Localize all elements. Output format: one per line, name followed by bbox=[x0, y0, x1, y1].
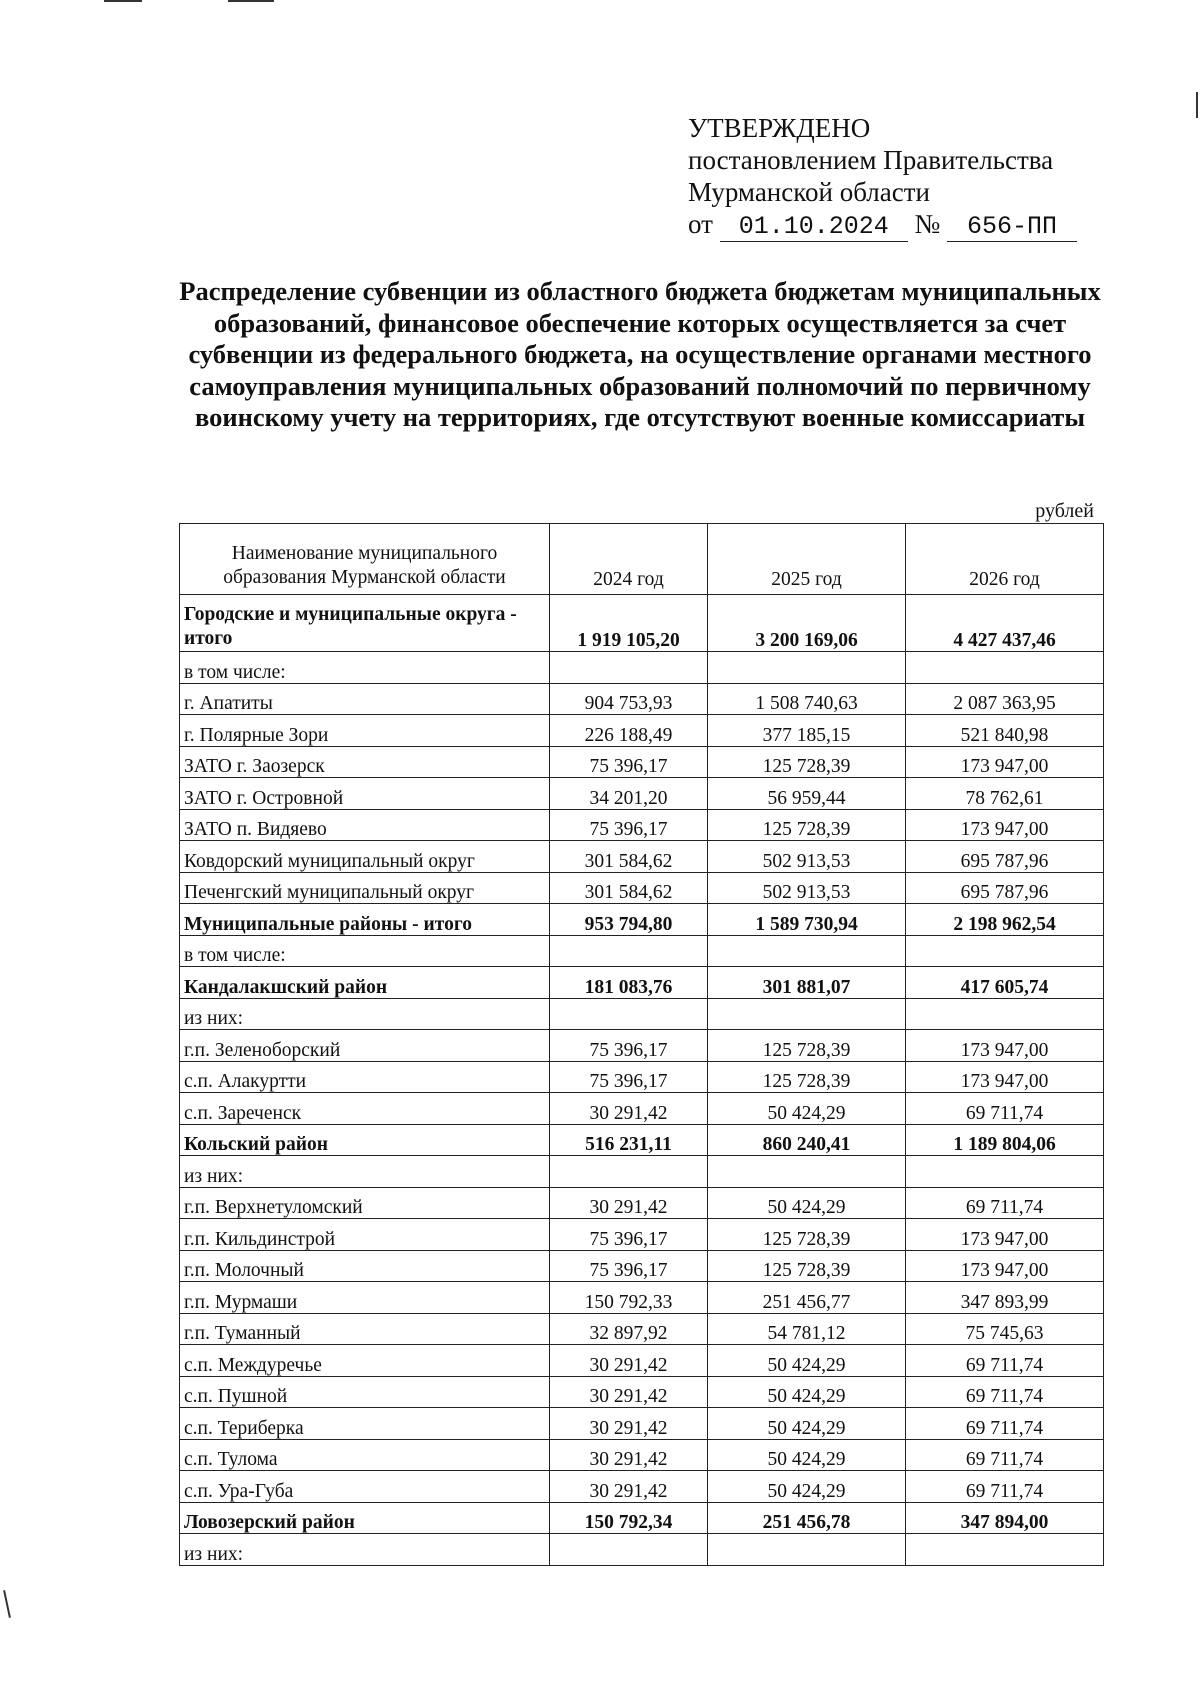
table-row bbox=[180, 1439, 1104, 1471]
cell-municipality-name: с.п. Тулома bbox=[180, 1439, 550, 1471]
table-row bbox=[180, 872, 1104, 904]
cell-municipality-name: г.п. Мурмаши bbox=[180, 1282, 550, 1314]
cell-value-2025 bbox=[708, 998, 906, 1030]
cell-value-2025: 502 913,53 bbox=[708, 872, 906, 904]
table-body bbox=[180, 595, 1104, 1566]
cell-municipality-name: ЗАТО г. Заозерск bbox=[180, 746, 550, 778]
table-row bbox=[180, 1408, 1104, 1440]
cell-value-2025: 50 424,29 bbox=[708, 1439, 906, 1471]
cell-municipality-name: с.п. Ура-Губа bbox=[180, 1471, 550, 1503]
cell-value-2026: 695 787,96 bbox=[906, 841, 1104, 873]
cell-value-2026: 173 947,00 bbox=[906, 1030, 1104, 1062]
cell-municipality-name: в том числе: bbox=[180, 935, 550, 967]
cell-value-2026: 78 762,61 bbox=[906, 778, 1104, 810]
header-year-2024: 2024 год bbox=[550, 524, 708, 595]
cell-municipality-name: с.п. Пушной bbox=[180, 1376, 550, 1408]
table-row bbox=[180, 1471, 1104, 1503]
cell-value-2024 bbox=[550, 652, 708, 684]
cell-value-2024: 75 396,17 bbox=[550, 1219, 708, 1251]
table-row bbox=[180, 1093, 1104, 1125]
table-row bbox=[180, 746, 1104, 778]
table-row bbox=[180, 1156, 1104, 1188]
table-row bbox=[180, 1376, 1104, 1408]
cell-value-2026: 173 947,00 bbox=[906, 1061, 1104, 1093]
table-row bbox=[180, 1534, 1104, 1566]
cell-value-2025: 3 200 169,06 bbox=[708, 595, 906, 652]
cell-municipality-name: из них: bbox=[180, 1534, 550, 1566]
cell-value-2025 bbox=[708, 652, 906, 684]
cell-value-2024: 904 753,93 bbox=[550, 683, 708, 715]
cell-value-2025: 50 424,29 bbox=[708, 1471, 906, 1503]
cell-value-2025: 125 728,39 bbox=[708, 1250, 906, 1282]
cell-value-2025: 125 728,39 bbox=[708, 1030, 906, 1062]
cell-value-2026 bbox=[906, 998, 1104, 1030]
cell-value-2026 bbox=[906, 1156, 1104, 1188]
cell-value-2025: 301 881,07 bbox=[708, 967, 906, 999]
cell-value-2026: 69 711,74 bbox=[906, 1439, 1104, 1471]
table-row bbox=[180, 1250, 1104, 1282]
cell-value-2025: 50 424,29 bbox=[708, 1093, 906, 1125]
table-row bbox=[180, 715, 1104, 747]
cell-municipality-name: ЗАТО г. Островной bbox=[180, 778, 550, 810]
table-row bbox=[180, 1061, 1104, 1093]
cell-municipality-name: в том числе: bbox=[180, 652, 550, 684]
cell-value-2026: 69 711,74 bbox=[906, 1345, 1104, 1377]
cell-value-2026: 347 893,99 bbox=[906, 1282, 1104, 1314]
cell-value-2024: 181 083,76 bbox=[550, 967, 708, 999]
cell-municipality-name: г.п. Кильдинстрой bbox=[180, 1219, 550, 1251]
cell-municipality-name: Городские и муниципальные округа - итого bbox=[180, 595, 550, 652]
cell-value-2025: 377 185,15 bbox=[708, 715, 906, 747]
cell-municipality-name: с.п. Зареченск bbox=[180, 1093, 550, 1125]
cell-municipality-name: с.п. Алакуртти bbox=[180, 1061, 550, 1093]
cell-value-2024: 30 291,42 bbox=[550, 1093, 708, 1125]
cell-value-2024: 953 794,80 bbox=[550, 904, 708, 936]
cell-municipality-name: из них: bbox=[180, 998, 550, 1030]
cell-value-2026: 173 947,00 bbox=[906, 1219, 1104, 1251]
cell-value-2025: 50 424,29 bbox=[708, 1187, 906, 1219]
cell-value-2025: 125 728,39 bbox=[708, 746, 906, 778]
cell-value-2025 bbox=[708, 1156, 906, 1188]
approval-line-decree: постановлением Правительства bbox=[688, 145, 1054, 175]
cell-municipality-name: Муниципальные районы - итого bbox=[180, 904, 550, 936]
cell-municipality-name: г.п. Зеленоборский bbox=[180, 1030, 550, 1062]
cell-value-2026: 173 947,00 bbox=[906, 746, 1104, 778]
cell-value-2024: 226 188,49 bbox=[550, 715, 708, 747]
cell-municipality-name: г.п. Верхнетуломский bbox=[180, 1187, 550, 1219]
cell-municipality-name: г. Апатиты bbox=[180, 683, 550, 715]
cell-value-2024 bbox=[550, 1156, 708, 1188]
header-year-2026: 2026 год bbox=[906, 524, 1104, 595]
cell-value-2026: 75 745,63 bbox=[906, 1313, 1104, 1345]
cell-value-2024: 30 291,42 bbox=[550, 1439, 708, 1471]
cell-municipality-name: Ковдорский муниципальный округ bbox=[180, 841, 550, 873]
table-row bbox=[180, 998, 1104, 1030]
decree-number: 656-ПП bbox=[947, 213, 1077, 242]
table-row bbox=[180, 778, 1104, 810]
cell-value-2024: 75 396,17 bbox=[550, 746, 708, 778]
cell-value-2025 bbox=[708, 1534, 906, 1566]
cell-value-2026: 69 711,74 bbox=[906, 1187, 1104, 1219]
cell-value-2025: 251 456,78 bbox=[708, 1502, 906, 1534]
cell-value-2025: 1 589 730,94 bbox=[708, 904, 906, 936]
cell-value-2024 bbox=[550, 935, 708, 967]
cell-municipality-name: г.п. Туманный bbox=[180, 1313, 550, 1345]
cell-municipality-name: Ловозерский район bbox=[180, 1502, 550, 1534]
cell-value-2024: 30 291,42 bbox=[550, 1471, 708, 1503]
cell-value-2026: 347 894,00 bbox=[906, 1502, 1104, 1534]
cell-value-2026: 173 947,00 bbox=[906, 1250, 1104, 1282]
cell-value-2026: 69 711,74 bbox=[906, 1376, 1104, 1408]
document-title: Распределение субвенции из областного бюджета бюджетам муниципальных образований, финансовое обеспечение которых осуществляется за счет субвенции из федерального бюджета, на осуществление органами местного самоуправления муниципальных образований полномочий по первичному воинскому учету на территориях, где отсутствуют военные комиссариаты bbox=[179, 276, 1101, 432]
cell-value-2026 bbox=[906, 935, 1104, 967]
cell-value-2024: 150 792,34 bbox=[550, 1502, 708, 1534]
cell-municipality-name: Кандалакшский район bbox=[180, 967, 550, 999]
table-row bbox=[180, 1124, 1104, 1156]
cell-value-2025 bbox=[708, 935, 906, 967]
cell-value-2024: 32 897,92 bbox=[550, 1313, 708, 1345]
table-row bbox=[180, 904, 1104, 936]
cell-value-2024: 150 792,33 bbox=[550, 1282, 708, 1314]
table-row bbox=[180, 1282, 1104, 1314]
table-row bbox=[180, 809, 1104, 841]
approval-line-region: Мурманской области bbox=[688, 177, 930, 207]
cell-value-2024: 30 291,42 bbox=[550, 1345, 708, 1377]
table-header-row bbox=[180, 524, 1104, 595]
cell-municipality-name: Печенгский муниципальный округ bbox=[180, 872, 550, 904]
number-prefix: № bbox=[914, 209, 941, 239]
table-row bbox=[180, 1030, 1104, 1062]
cell-municipality-name: г.п. Молочный bbox=[180, 1250, 550, 1282]
cell-value-2025: 860 240,41 bbox=[708, 1124, 906, 1156]
cell-value-2026: 417 605,74 bbox=[906, 967, 1104, 999]
decree-date: 01.10.2024 bbox=[720, 213, 908, 242]
cell-value-2024: 75 396,17 bbox=[550, 1250, 708, 1282]
table-row bbox=[180, 967, 1104, 999]
approval-block bbox=[688, 112, 1077, 242]
cell-value-2026: 4 427 437,46 bbox=[906, 595, 1104, 652]
scan-mark-left-edge bbox=[3, 1590, 11, 1618]
cell-value-2024: 75 396,17 bbox=[550, 1030, 708, 1062]
date-prefix: от bbox=[688, 209, 713, 239]
cell-value-2025: 502 913,53 bbox=[708, 841, 906, 873]
cell-value-2025: 1 508 740,63 bbox=[708, 683, 906, 715]
cell-value-2025: 50 424,29 bbox=[708, 1345, 906, 1377]
cell-value-2024 bbox=[550, 998, 708, 1030]
cell-value-2026: 69 711,74 bbox=[906, 1093, 1104, 1125]
units-label: рублей bbox=[1035, 500, 1094, 522]
cell-municipality-name: ЗАТО п. Видяево bbox=[180, 809, 550, 841]
cell-value-2025: 50 424,29 bbox=[708, 1408, 906, 1440]
cell-value-2026: 695 787,96 bbox=[906, 872, 1104, 904]
approval-heading: УТВЕРЖДЕНО bbox=[688, 113, 871, 143]
cell-value-2024: 1 919 105,20 bbox=[550, 595, 708, 652]
cell-municipality-name: г. Полярные Зори bbox=[180, 715, 550, 747]
scan-mark-right-edge bbox=[1196, 92, 1198, 118]
cell-value-2025: 125 728,39 bbox=[708, 1061, 906, 1093]
cell-value-2026: 521 840,98 bbox=[906, 715, 1104, 747]
cell-value-2026: 69 711,74 bbox=[906, 1408, 1104, 1440]
table-row bbox=[180, 1187, 1104, 1219]
cell-value-2025: 54 781,12 bbox=[708, 1313, 906, 1345]
cell-value-2024 bbox=[550, 1534, 708, 1566]
cell-value-2025: 251 456,77 bbox=[708, 1282, 906, 1314]
header-year-2025: 2025 год bbox=[708, 524, 906, 595]
cell-value-2024: 34 201,20 bbox=[550, 778, 708, 810]
table-row bbox=[180, 683, 1104, 715]
table-row bbox=[180, 595, 1104, 652]
cell-value-2026 bbox=[906, 652, 1104, 684]
cell-value-2025: 125 728,39 bbox=[708, 1219, 906, 1251]
cell-value-2025: 56 959,44 bbox=[708, 778, 906, 810]
cell-value-2026: 2 087 363,95 bbox=[906, 683, 1104, 715]
table-row bbox=[180, 652, 1104, 684]
scan-mark-top-center bbox=[228, 0, 274, 2]
cell-value-2024: 30 291,42 bbox=[550, 1408, 708, 1440]
cell-value-2024: 75 396,17 bbox=[550, 1061, 708, 1093]
cell-value-2024: 301 584,62 bbox=[550, 841, 708, 873]
cell-municipality-name: Кольский район bbox=[180, 1124, 550, 1156]
distribution-table bbox=[179, 523, 1104, 1566]
cell-value-2024: 75 396,17 bbox=[550, 809, 708, 841]
cell-value-2024: 301 584,62 bbox=[550, 872, 708, 904]
cell-value-2026: 173 947,00 bbox=[906, 809, 1104, 841]
cell-value-2024: 30 291,42 bbox=[550, 1376, 708, 1408]
cell-municipality-name: с.п. Междуречье bbox=[180, 1345, 550, 1377]
cell-municipality-name: из них: bbox=[180, 1156, 550, 1188]
cell-municipality-name: с.п. Териберка bbox=[180, 1408, 550, 1440]
cell-value-2026 bbox=[906, 1534, 1104, 1566]
cell-value-2026: 2 198 962,54 bbox=[906, 904, 1104, 936]
cell-value-2024: 30 291,42 bbox=[550, 1187, 708, 1219]
cell-value-2026: 1 189 804,06 bbox=[906, 1124, 1104, 1156]
table-row bbox=[180, 841, 1104, 873]
approval-date-row bbox=[688, 208, 1077, 242]
cell-value-2025: 50 424,29 bbox=[708, 1376, 906, 1408]
table-row bbox=[180, 1502, 1104, 1534]
cell-value-2025: 125 728,39 bbox=[708, 809, 906, 841]
table-row bbox=[180, 1345, 1104, 1377]
cell-value-2024: 516 231,11 bbox=[550, 1124, 708, 1156]
table-row bbox=[180, 1313, 1104, 1345]
table-row bbox=[180, 1219, 1104, 1251]
table-row bbox=[180, 935, 1104, 967]
header-municipality: Наименование муниципального образования Мурманской области bbox=[180, 524, 550, 595]
scan-mark-top-left bbox=[104, 0, 142, 2]
cell-value-2026: 69 711,74 bbox=[906, 1471, 1104, 1503]
